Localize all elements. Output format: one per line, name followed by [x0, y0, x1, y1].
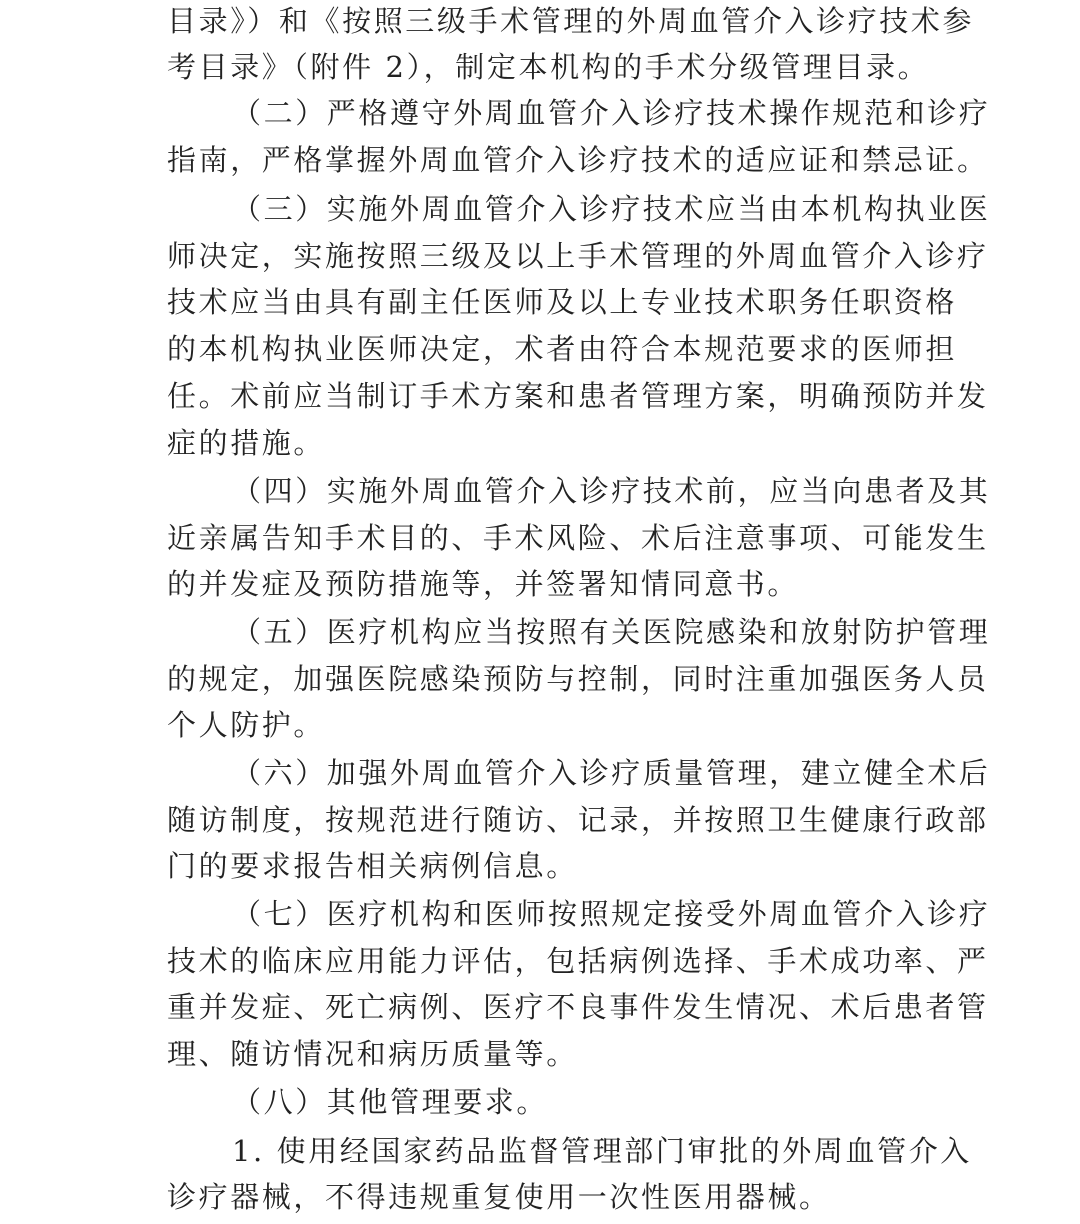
- numbered-item-1: 1. 使用经国家药品监督管理部门审批的外周血管介入: [232, 1134, 972, 1168]
- text-line: 理、随访情况和病历质量等。: [167, 1037, 578, 1071]
- paragraph-start-7: （七）医疗机构和医师按照规定接受外周血管介入诊疗: [232, 897, 991, 931]
- text-line: 目录》）和《按照三级手术管理的外周血管介入诊疗技术参: [167, 4, 975, 38]
- text-line: 随访制度，按规范进行随访、记录，并按照卫生健康行政部: [167, 803, 989, 837]
- text-line: 门的要求报告相关病例信息。: [167, 849, 578, 883]
- paragraph-start-3: （三）实施外周血管介入诊疗技术应当由本机构执业医: [232, 192, 991, 226]
- text-line: 技术的临床应用能力评估，包括病例选择、手术成功率、严: [167, 944, 989, 978]
- text-line: 诊疗器械，不得违规重复使用一次性医用器械。: [167, 1180, 831, 1214]
- text-line: 重并发症、死亡病例、医疗不良事件发生情况、术后患者管: [167, 990, 989, 1024]
- paragraph-start-6: （六）加强外周血管介入诊疗质量管理，建立健全术后: [232, 756, 991, 790]
- text-line: 近亲属告知手术目的、手术风险、术后注意事项、可能发生: [167, 521, 989, 555]
- text-line: 技术应当由具有副主任医师及以上专业技术职务任职资格: [167, 285, 958, 319]
- paragraph-start-2: （二）严格遵守外周血管介入诊疗技术操作规范和诊疗: [232, 96, 991, 130]
- text-line: 师决定，实施按照三级及以上手术管理的外周血管介入诊疗: [167, 239, 989, 273]
- text-line: 的本机构执业医师决定，术者由符合本规范要求的医师担: [167, 332, 958, 366]
- paragraph-start-8: （八）其他管理要求。: [232, 1085, 549, 1119]
- text-line: 的并发症及预防措施等，并签署知情同意书。: [167, 567, 800, 601]
- text-line: 个人防护。: [167, 708, 326, 742]
- text-line: 的规定，加强医院感染预防与控制，同时注重加强医务人员: [167, 662, 989, 696]
- text-line: 任。术前应当制订手术方案和患者管理方案，明确预防并发: [167, 379, 989, 413]
- text-line: 症的措施。: [167, 426, 326, 460]
- text-line: 指南，严格掌握外周血管介入诊疗技术的适应证和禁忌证。: [167, 143, 989, 177]
- paragraph-start-5: （五）医疗机构应当按照有关医院感染和放射防护管理: [232, 615, 991, 649]
- paragraph-start-4: （四）实施外周血管介入诊疗技术前，应当向患者及其: [232, 474, 991, 508]
- text-line: 考目录》（附件 2），制定本机构的手术分级管理目录。: [167, 50, 930, 84]
